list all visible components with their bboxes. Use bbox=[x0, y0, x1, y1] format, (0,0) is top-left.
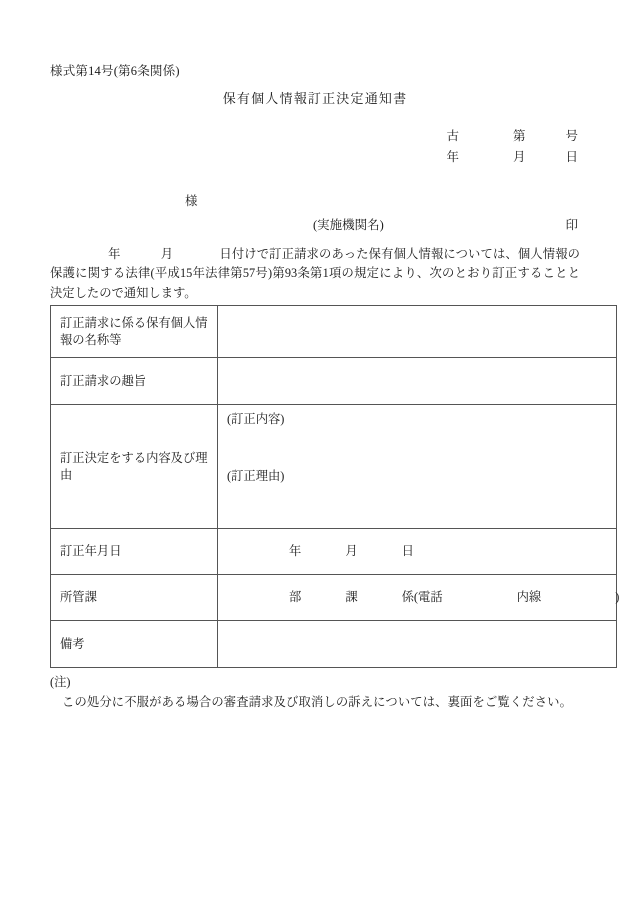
footnote-mark: (注) bbox=[50, 675, 71, 689]
table-row bbox=[51, 529, 617, 575]
body-month-label: 月 bbox=[160, 247, 174, 261]
seal-label: 印 bbox=[565, 218, 578, 232]
reference-number-label: 第 bbox=[512, 129, 526, 143]
table-row bbox=[51, 306, 617, 358]
correction-reason-heading: (訂正理由) bbox=[227, 469, 285, 483]
form-number: 様式第14号(第6条関係) bbox=[50, 64, 180, 78]
row-value-information-name[interactable] bbox=[218, 306, 617, 358]
reference-year-label: 年 bbox=[446, 150, 459, 164]
row-label-information-name: 訂正請求に係る保有個人情報の名称等 bbox=[51, 306, 218, 358]
row-value-remarks[interactable] bbox=[218, 621, 617, 668]
body-line2: する法律(平成15年法律第57号)第93条第1項の規定により、次のとおり訂正することと決定したので bbox=[50, 266, 580, 300]
body-paragraph bbox=[50, 245, 580, 303]
reference-date-line bbox=[378, 147, 578, 168]
table-row bbox=[51, 358, 617, 405]
row-label-department: 所管課 bbox=[51, 575, 218, 621]
reference-prefix: 古 bbox=[446, 129, 459, 143]
reference-day-label: 日 bbox=[565, 150, 578, 164]
correction-date-year-label: 年 bbox=[289, 544, 302, 558]
department-close-paren: ) bbox=[615, 590, 620, 604]
department-ka-label: 課 bbox=[345, 590, 358, 604]
department-extension-label: 内線 bbox=[516, 590, 542, 604]
row-label-request-purpose: 訂正請求の趣旨 bbox=[51, 358, 218, 405]
row-value-decision-content[interactable] bbox=[218, 405, 617, 529]
reference-number-unit: 号 bbox=[565, 129, 578, 143]
body-year-label: 年 bbox=[108, 247, 121, 261]
body-line3: 通知します。 bbox=[123, 285, 197, 300]
decision-table bbox=[50, 305, 620, 668]
agency-line bbox=[313, 215, 578, 233]
reference-block bbox=[378, 126, 578, 168]
correction-date-month-label: 月 bbox=[345, 544, 358, 558]
table-row bbox=[51, 621, 617, 668]
addressee-honorific: 様 bbox=[185, 194, 198, 208]
correction-date-day-label: 日 bbox=[401, 544, 414, 558]
footnote-text: この処分に不服がある場合の審査請求及び取消しの訴えについては、裏面をご覧ください。 bbox=[62, 695, 573, 709]
row-value-department[interactable] bbox=[218, 575, 620, 621]
department-kakari-phone-label: 係(電話 bbox=[401, 590, 443, 604]
row-label-remarks: 備考 bbox=[51, 621, 218, 668]
correction-content-heading: (訂正内容) bbox=[227, 412, 285, 426]
table-row bbox=[51, 575, 617, 621]
row-value-request-purpose[interactable] bbox=[218, 358, 617, 405]
page-title: 保有個人情報訂正決定通知書 bbox=[222, 91, 408, 106]
body-line1: 日付けで訂正請求のあった保有個人情報については、個人情報の保護に関 bbox=[50, 247, 580, 281]
row-value-correction-date[interactable] bbox=[218, 529, 617, 575]
department-bu-label: 部 bbox=[289, 590, 302, 604]
row-label-correction-date: 訂正年月日 bbox=[51, 529, 218, 575]
reference-number-line bbox=[378, 126, 578, 147]
table-row bbox=[51, 405, 617, 529]
row-label-decision-content: 訂正決定をする内容及び理由 bbox=[51, 405, 218, 529]
reference-month-label: 月 bbox=[512, 150, 526, 164]
agency-name-label: (実施機関名) bbox=[313, 218, 384, 232]
